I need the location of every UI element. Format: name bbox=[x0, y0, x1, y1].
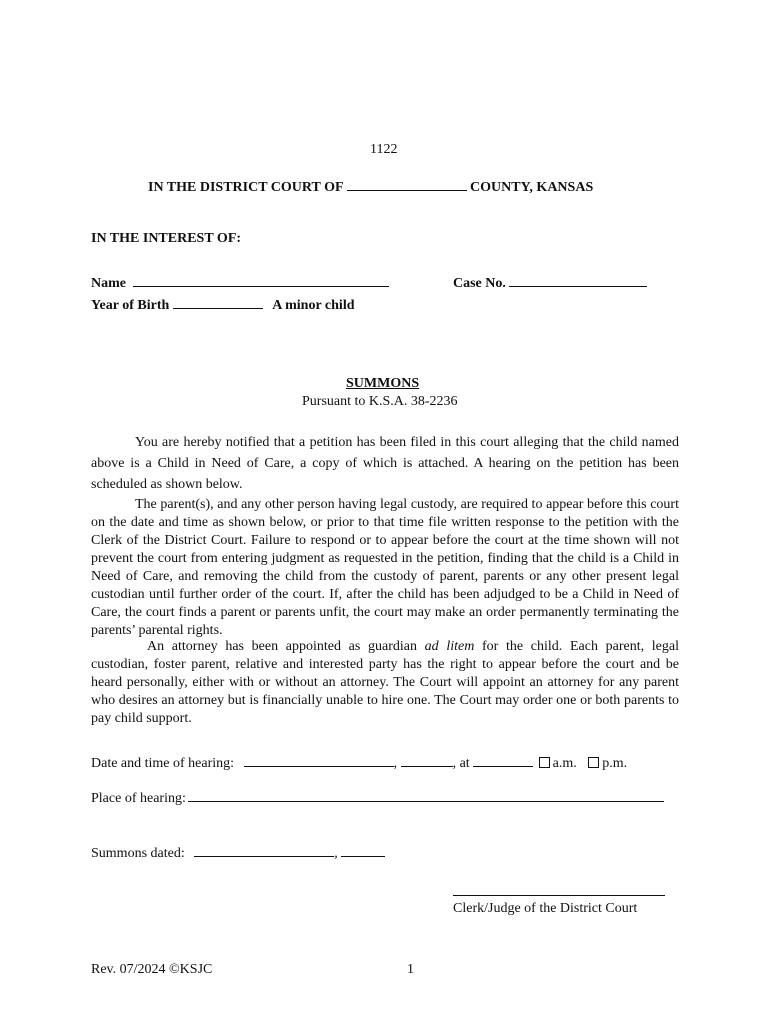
attorney-text-start: An attorney has been appointed as guardian bbox=[147, 639, 425, 654]
appearance-paragraph: The parent(s), and any other person having legal custody, are required to appear before this court on the date and time as shown below, or prior to that time file written response to the petition with the Clerk of the District Court. Failure to respond or to appear before the court at the time shown will not prevent the court from entering judgment as requested in the petition, finding that the child is a Child in Need of Care, and removing the child from the custody of parent, parents or any other present legal custodian until further order of the court. If, after the child has been adjudged to be a Child in Need of Care, the court finds a parent or parents unfit, the court may make an order permanently terminating the parents’ parental rights. bbox=[91, 497, 679, 638]
ad-litem-text: ad litem bbox=[424, 639, 475, 654]
name-blank[interactable] bbox=[133, 273, 389, 287]
hearing-at-label: , at bbox=[452, 756, 470, 771]
am-checkbox[interactable] bbox=[539, 757, 550, 768]
summons-dated-comma: , bbox=[334, 846, 338, 861]
case-number-label: Case No. bbox=[453, 276, 506, 291]
signature-line[interactable] bbox=[453, 895, 665, 896]
hearing-year-blank[interactable] bbox=[401, 753, 453, 767]
summons-title: SUMMONS bbox=[346, 376, 420, 391]
summons-subtitle: Pursuant to K.S.A. 38-2236 bbox=[302, 394, 458, 409]
revision-footer: Rev. 07/2024 ©KSJC bbox=[91, 962, 213, 977]
summons-dated-label: Summons dated: bbox=[91, 846, 185, 861]
hearing-place-label: Place of hearing: bbox=[91, 791, 186, 806]
pm-checkbox[interactable] bbox=[588, 757, 599, 768]
signature-label: Clerk/Judge of the District Court bbox=[453, 901, 638, 916]
page-number: 1 bbox=[407, 962, 414, 977]
pm-label: p.m. bbox=[602, 756, 628, 771]
hearing-date-comma: , bbox=[393, 756, 398, 771]
hearing-date-label: Date and time of hearing: bbox=[91, 756, 235, 771]
hearing-date-row bbox=[91, 753, 627, 772]
case-number-row bbox=[453, 273, 647, 292]
court-heading-prefix: IN THE DISTRICT COURT OF bbox=[148, 180, 344, 195]
attorney-text-end: for the child. Each parent, legal custodian, foster parent, relative and interested party has the right to appear before the court and be heard personally, either with or without an attorney. The Court will appoint an attorney for any parent who desires an attorney but is financially unable to hire one. The Court may order one or both parents to pay child support. bbox=[91, 639, 679, 726]
case-number-blank[interactable] bbox=[509, 273, 647, 287]
name-row bbox=[91, 273, 389, 292]
attorney-paragraph bbox=[91, 638, 679, 728]
hearing-date-blank[interactable] bbox=[244, 753, 394, 767]
name-label: Name bbox=[91, 276, 126, 291]
summons-dated-row bbox=[91, 843, 385, 862]
minor-child-label: A minor child bbox=[272, 298, 355, 313]
hearing-place-blank[interactable] bbox=[188, 788, 664, 802]
birth-year-label: Year of Birth bbox=[91, 298, 170, 313]
birth-year-row bbox=[91, 295, 355, 314]
court-heading bbox=[148, 177, 593, 196]
notice-paragraph: You are hereby notified that a petition has been filed in this court alleging that the child named above is a Child in Need of Care, a copy of which is attached. A hearing on the petition has been scheduled as shown below. bbox=[91, 435, 679, 492]
hearing-place-row bbox=[91, 788, 664, 807]
am-label: a.m. bbox=[552, 756, 577, 771]
form-number: 1122 bbox=[370, 142, 398, 157]
summons-dated-blank[interactable] bbox=[194, 843, 334, 857]
hearing-time-blank[interactable] bbox=[473, 753, 533, 767]
summons-year-blank[interactable] bbox=[341, 843, 385, 857]
birth-year-blank[interactable] bbox=[173, 295, 263, 309]
court-heading-suffix: COUNTY, KANSAS bbox=[470, 180, 594, 195]
county-blank[interactable] bbox=[347, 177, 467, 191]
interest-heading: IN THE INTEREST OF: bbox=[91, 231, 242, 246]
